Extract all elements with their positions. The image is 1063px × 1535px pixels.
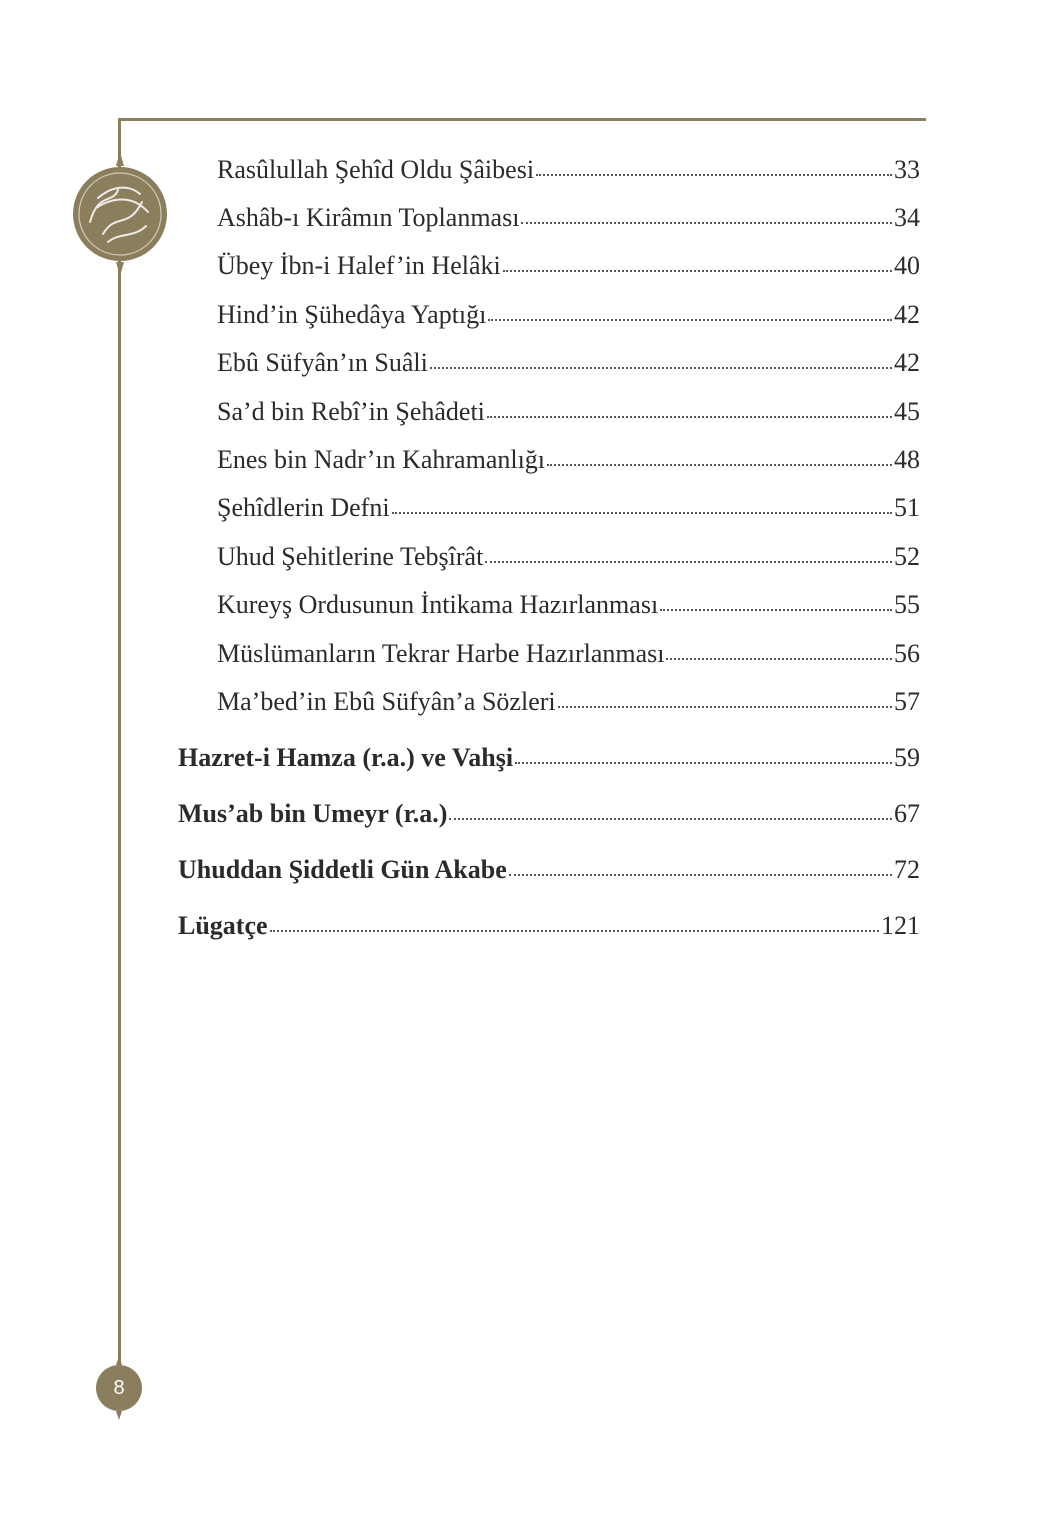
dot-leader <box>509 872 892 876</box>
toc-chapter[interactable] <box>178 794 920 834</box>
toc-entry-title: Kureyş Ordusunun İntikama Hazırlanması <box>217 590 659 619</box>
toc-entry[interactable] <box>217 682 920 722</box>
toc-chapter-page: 72 <box>894 855 920 884</box>
toc-entry-title: Übey İbn-i Halef’in Helâki <box>217 251 501 280</box>
dot-leader <box>449 816 892 820</box>
toc-entry-title: Uhud Şehitlerine Tebşîrât <box>217 542 484 571</box>
dot-leader <box>547 462 892 466</box>
toc-entry-page: 42 <box>894 348 920 377</box>
toc-entry[interactable] <box>217 343 920 383</box>
toc-entry[interactable] <box>217 246 920 286</box>
dot-leader <box>521 220 892 224</box>
toc-entry[interactable] <box>217 295 920 335</box>
dot-leader <box>488 317 892 321</box>
toc-entry-title: Sa’d bin Rebî’in Şehâdeti <box>217 397 485 426</box>
toc-entry[interactable] <box>217 537 920 577</box>
toc-chapter-page: 121 <box>881 911 920 940</box>
dot-leader <box>487 414 892 418</box>
toc-entry-page: 57 <box>894 687 920 716</box>
toc-chapter[interactable] <box>178 850 920 890</box>
toc-chapter-title: Uhuddan Şiddetli Gün Akabe <box>178 855 507 884</box>
dot-leader <box>392 510 892 514</box>
toc-entry-title: Hind’in Şühedâya Yaptığı <box>217 300 487 329</box>
dot-leader <box>503 268 892 272</box>
toc-chapter[interactable] <box>178 906 920 946</box>
toc-entry[interactable] <box>217 198 920 238</box>
toc-entry[interactable] <box>217 440 920 480</box>
toc-entry-page: 56 <box>894 639 920 668</box>
toc-entry-page: 34 <box>894 203 920 232</box>
toc-entry-page: 55 <box>894 590 920 619</box>
toc-entry-page: 40 <box>894 251 920 280</box>
toc-entry[interactable] <box>217 150 920 190</box>
toc-entry-title: Ebû Süfyân’ın Suâli <box>217 348 428 377</box>
toc-entry-title: Enes bin Nadr’ın Kahramanlığı <box>217 445 546 474</box>
dot-leader <box>666 656 892 660</box>
toc-entry-page: 48 <box>894 445 920 474</box>
toc-entry-title: Şehîdlerin Defni <box>217 493 390 522</box>
toc-entry[interactable] <box>217 634 920 674</box>
toc-entry-page: 51 <box>894 493 920 522</box>
toc-entry-title: Ma’bed’in Ebû Süfyân’a Sözleri <box>217 687 556 716</box>
dot-leader <box>515 760 892 764</box>
toc-chapter-title: Mus’ab bin Umeyr (r.a.) <box>178 799 448 828</box>
toc-entry-title: Müslümanların Tekrar Harbe Hazırlanması <box>217 639 665 668</box>
dot-leader <box>430 365 892 369</box>
toc-entry-page: 42 <box>894 300 920 329</box>
dot-leader <box>558 704 892 708</box>
page-number: 8 <box>113 1376 125 1399</box>
toc-chapter-title: Hazret-i Hamza (r.a.) ve Vahşi <box>178 743 514 772</box>
toc-entry-title: Rasûlullah Şehîd Oldu Şâibesi <box>217 155 535 184</box>
toc-entry[interactable] <box>217 585 920 625</box>
toc-chapter-page: 67 <box>894 799 920 828</box>
toc-entry-page: 45 <box>894 397 920 426</box>
toc-entry[interactable] <box>217 392 920 432</box>
toc-entry[interactable] <box>217 488 920 528</box>
toc-chapter-title: Lügatçe <box>178 911 268 940</box>
toc-chapter[interactable] <box>178 738 920 778</box>
toc-entry-title: Ashâb-ı Kirâmın Toplanması <box>217 203 520 232</box>
toc-entry-page: 33 <box>894 155 920 184</box>
dot-leader <box>536 172 892 176</box>
toc-entry-page: 52 <box>894 542 920 571</box>
toc-chapter-page: 59 <box>894 743 920 772</box>
dot-leader <box>270 928 879 932</box>
dot-leader <box>660 607 892 611</box>
dot-leader <box>485 559 892 563</box>
